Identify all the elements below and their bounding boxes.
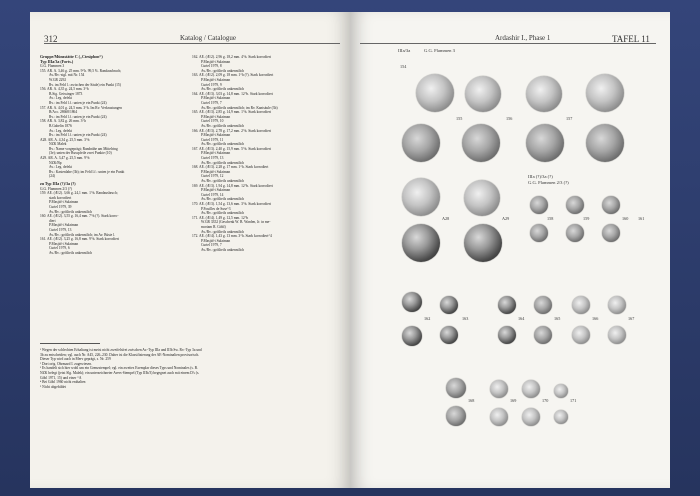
right-page	[350, 12, 670, 488]
coin-number-label: 165	[554, 316, 561, 321]
catalogue-line: P.Masjid-i Sulaiman	[201, 188, 231, 193]
coin-170-reverse	[522, 408, 540, 426]
coin-A28-reverse	[402, 224, 440, 262]
catalogue-line: Curiel 1979, 12	[201, 174, 224, 179]
coin-159-obverse	[566, 196, 584, 214]
catalogue-line: 158. AR. A. 3,82 g. 26 mm. 3^h	[40, 119, 86, 124]
catalogue-line: Av./Rv.: größteils unkenntlich	[201, 211, 244, 216]
footnote-line: ³ Es handelt sich hier wohl um ein Grenzstempel; vgl. ein zweites Exemplar dieses Typs und Nominales (s. B.	[40, 366, 198, 371]
coin-155-obverse	[465, 76, 501, 112]
catalogue-line: P.Masjid-i Sulaiman	[201, 114, 231, 119]
catalogue-line: P.Masjid-i Sulaiman	[49, 241, 79, 246]
group1-flammen: G.G. Flammen 3	[424, 48, 455, 53]
catalogue-line: P.Fouilles de Suse^3	[201, 206, 231, 211]
coin-166-obverse	[572, 296, 590, 314]
catalogue-line: Av./Rv.: größteils unkenntlich	[201, 179, 244, 184]
coin-162-obverse	[402, 292, 422, 312]
coin-162-reverse	[402, 326, 422, 346]
coin-157-obverse	[586, 74, 624, 112]
coin-167-reverse	[608, 326, 626, 344]
catalogue-line: 172. AE. (Æ/4). 1,43 g. 13 mm. 3^h. Stark korrodiert^4	[192, 234, 272, 239]
coin-166-reverse	[572, 326, 590, 344]
coin-A29-obverse	[464, 180, 500, 216]
coin-A29-reverse	[464, 224, 502, 262]
catalogue-line: Curiel 1979, 14	[201, 192, 224, 197]
coin-163-reverse	[440, 326, 458, 344]
coin-number-label: 156	[506, 116, 513, 121]
footnote-line: ¹ Wegen der schlechten Erhaltung ist meist nicht zweifelsfrei zwischen Av.-Typ IIIa und IIIb Sw. Rv.-Typ 3a und	[40, 348, 202, 352]
catalogue-line: 166. AE. (Æ/3). 2,78 g. 17,2 mm. 2^h. Stark korrodiert	[192, 128, 272, 133]
coin-168-obverse	[446, 378, 466, 398]
catalogue-line: Curiel 1979, 13	[201, 156, 224, 161]
catalogue-line: Av.: Leg. defekt	[49, 128, 73, 133]
coin-167-obverse	[608, 296, 626, 314]
plate-header-rule	[360, 43, 656, 44]
catalogue-column-2	[192, 55, 340, 253]
catalogue-line: W.GR 2292	[49, 77, 67, 82]
catalogue-line: 171. AE. (Æ/4). 1,49 g. 12,5 mm. 12^h	[192, 215, 249, 220]
catalogue-line: Av./Rv.: größteils unkenntlich	[201, 160, 244, 165]
catalogue-line: P.Masjid-i Sulaiman	[201, 96, 231, 101]
coin-154-reverse	[402, 124, 440, 162]
coin-163-obverse	[440, 296, 458, 314]
coin-number-label: 157	[566, 116, 573, 121]
catalogue-line: 162. AE. (Æ/2). 2,96 g. 18,2 mm. 4^h. Stark korrodiert	[192, 55, 272, 59]
catalogue-line: P.Masjid-i Sulaiman	[201, 169, 231, 174]
catalogue-line: diert	[49, 218, 56, 223]
catalogue-line: 169. AE. (Æ/3). 1,94 g. 14,8 mm. 12^h. Stark korrodiert	[192, 183, 273, 188]
catalogue-line: (3e); unten der Busspfeile zwei Punkte (10)	[49, 151, 112, 156]
catalogue-column-1	[40, 55, 185, 256]
footnote-line: 3b zu entscheiden; vgl. auch Nr. A45, 226–230. Daher ist die Klassifizierung der AE-Nominalien provisorisch.	[40, 352, 200, 357]
coin-number-label: 169	[510, 398, 517, 403]
page-number: 312	[44, 34, 58, 44]
coin-number-label: 167	[628, 316, 635, 321]
catalogue-line: Curiel 1979, 9	[201, 82, 222, 87]
coin-170-obverse	[522, 380, 540, 398]
catalogue-line: 165. AE. (Æ/3). 2,85 g. 14,9 mm. 1^h. Stark korrodiert	[192, 110, 272, 115]
coin-158-obverse	[530, 196, 548, 214]
catalogue-line: Curiel 1979, 7	[201, 100, 222, 105]
coin-A28-obverse	[402, 178, 440, 216]
coin-number-label: A29	[502, 216, 510, 221]
catalogue-line: P.Masjid-i Sulaiman	[49, 223, 79, 228]
catalogue-line: NZK Malek	[49, 142, 67, 147]
coin-164-obverse	[498, 296, 516, 314]
catalogue-line: Av.: Leg. defekt	[49, 96, 73, 101]
catalogue-line: B/Acc. 28668/1864	[49, 110, 78, 115]
catalogue-line: A29. AR. A. 3,47 g. 25,5 mm. 9^h	[40, 156, 90, 161]
catalogue-line: Typ IIIa/3a (Forts.)	[40, 59, 74, 64]
coin-165-reverse	[534, 326, 552, 344]
coin-169-obverse	[490, 380, 508, 398]
catalogue-line: Rv.: im Feld l.f.: unten je ein Punkt (24)	[49, 114, 107, 119]
catalogue-line: Av./Rv.: größteils unkenntlich	[49, 209, 92, 214]
footnote-line: Dieser Typ wird auch in Merv geprägt, s. Nr. 259	[40, 357, 111, 362]
catalogue-line: Av./Rv.: größteils unkenntlich	[201, 229, 244, 234]
footnote-line: ⁵ Nicht abgebildet	[40, 384, 67, 389]
catalogue-line: 160. AE. (Æ/2). 3,55 g. 16,4 mm. 7^h (?). Stark korro-	[40, 214, 119, 219]
catalogue-line: Rv.: Kastenlabe (3b); im Feld l.f.: unten je ein Punkt	[49, 169, 125, 174]
catalogue-line: Curiel 1979, 10	[201, 119, 224, 124]
plate-running-head: Ardashir I., Phase 1	[495, 34, 551, 42]
footnote-line: ⁴ Bei Göbl 1960 nicht enthalten	[40, 380, 86, 385]
coin-number-label: 168	[468, 398, 475, 403]
catalogue-line: Av./Rv.: größteils unkenntlich	[201, 142, 244, 147]
catalogue-line: Av./Rv.: größteils unkenntlich	[201, 247, 244, 252]
footnote-rule	[40, 343, 100, 344]
coin-number-label: 164	[518, 316, 525, 321]
catalogue-line: 157. AR. A. 4,01 g. 24,5 mm. 3^h. Im Rv. Verkrustungen	[40, 105, 122, 110]
catalogue-line: Av.: Leg. defekt	[49, 165, 73, 170]
catalogue-line: Av./Rv.: größteils unkenntlich	[201, 197, 244, 202]
coin-number-label: 158	[547, 216, 554, 221]
catalogue-line: Av./Rv.: größteils unkenntlich	[49, 250, 92, 255]
catalogue-line: G.G. Flammen 2/3 (?)	[40, 186, 72, 191]
catalogue-line: Av./Rv.: größteils unkenntlich	[201, 123, 244, 128]
coin-169-reverse	[490, 408, 508, 426]
catalogue-line: P.Masjid-i Sulaiman	[201, 151, 231, 156]
coin-number-label: 155	[456, 116, 463, 121]
coin-154-obverse	[416, 74, 454, 112]
catalogue-line: 167. AE. (Æ/3). 2,40 g. 15,9 mm. 5^h. Stark korrodiert	[192, 146, 272, 151]
catalogue-line: P.Masjid-i Sulaiman	[201, 238, 231, 243]
coin-164-reverse	[498, 326, 516, 344]
catalogue-line: 161. AE. (Æ/2). 3,25 g. 16,8 mm. 9^h. Stark korrodiert	[40, 237, 120, 242]
catalogue-line: Curiel 1979, 7	[201, 243, 222, 248]
catalogue-line: 159. AE. (Æ/2). 3,66 g. 24,1 mm. 1^h. Randausbruch;	[40, 191, 118, 196]
coin-160-reverse	[602, 224, 620, 242]
catalogue-line: 170. AE. (Æ/3). 1,54 g. 13,6 mm. 3^h. Stark korrodiert	[192, 202, 272, 206]
coin-156-obverse	[526, 76, 562, 112]
catalogue-line: Av./Rv.: größteils unkenntlich; im Av. Büste l.	[49, 232, 116, 237]
catalogue-line: G.G. Flammen 3	[40, 64, 65, 69]
catalogue-line: NZK/Bp	[49, 160, 62, 165]
catalogue-line: W.GR 3352 (Geschenk W. B. Warden, Jr. in me-	[201, 220, 271, 225]
group2-flammen: G.G. Flammen 2/3 (?)	[528, 180, 569, 185]
footnotes	[40, 348, 330, 389]
coin-number-label: 160	[622, 216, 629, 221]
coin-157-reverse	[586, 124, 624, 162]
catalogue-line: B.Sig. Geissinger 1873	[49, 91, 83, 96]
footnote-line: ² Dort orig. Ohrmazd I. zugewiesen.	[40, 361, 92, 366]
running-head: Katalog / Catalogue	[180, 34, 236, 42]
coin-number-label: 166	[592, 316, 599, 321]
footnote-line: NZK belegt (jetzt Slg. Malek); ein unterzeichneter Avers-Stempel (Typ IIIb/3) begegnet auch mit einem D's (s.	[40, 370, 200, 375]
coin-number-label: A28	[442, 216, 450, 221]
coin-number-label: 171	[570, 398, 577, 403]
catalogue-line: Rv. im Feld l.: zwischen der Säule) ein Punkt (15)	[49, 82, 121, 87]
catalogue-line: (24)	[49, 174, 55, 179]
footnote-line: Göbl 1971, 15) und einer ^A	[40, 375, 82, 380]
catalogue-line: P.Masjid-i Sulaiman	[201, 59, 231, 64]
catalogue-line: Rv.: im Feld l.f.: unten je ein Punkt (24)	[49, 100, 107, 105]
header-rule	[44, 43, 340, 44]
catalogue-line: Curiel 1979, 11	[201, 137, 224, 142]
coin-158-reverse	[530, 224, 548, 242]
catalogue-line: P.Masjid-i Sulaiman	[201, 133, 231, 138]
coin-number-label: 161	[638, 216, 645, 221]
catalogue-line: Curiel 1979, 39	[49, 205, 72, 209]
coin-number-label: 163	[462, 316, 469, 321]
coin-156-reverse	[526, 124, 564, 162]
catalogue-line: P.Masjid-i Sulaiman	[49, 200, 79, 205]
catalogue-line: Curiel 1979, 6	[49, 246, 70, 251]
catalogue-line: Av./Rv.-stgl. mit Nr. 154	[49, 73, 85, 78]
group1-label: IIIa/3a	[398, 48, 411, 53]
catalogue-line: Av./Rv.: größteils unkenntlich	[201, 68, 244, 73]
catalogue-line: Curiel 1979, 13	[49, 227, 72, 232]
coin-171-reverse	[554, 410, 568, 424]
coin-number-label: 170	[542, 398, 549, 403]
catalogue-line: 156. AR. A. 4,35 g. 24,5 mm. 3^h	[40, 87, 89, 92]
catalogue-line: P.Masjid-i Sulaiman	[201, 77, 231, 82]
catalogue-line: Rv.: Name vorgeprägt; Randnähe am Mittelring	[49, 146, 118, 151]
coin-160-obverse	[602, 196, 620, 214]
plate-label: TAFEL 11	[612, 34, 650, 44]
coin-number-label: 154	[400, 64, 407, 69]
catalogue-line: 155. AR. A. 3,46 g. 25 mm. 9^h. 99,5 %. Randausbruch;	[40, 68, 122, 73]
catalogue-line: 164. AE. (Æ/3). 3,03 g. 14,8 mm. 12^h. Stark korrodiert	[192, 91, 273, 96]
catalogue-line: A28. AR. A. 4,34 g. 25,5 mm. 3^h	[40, 137, 90, 142]
left-page	[30, 12, 350, 488]
coin-171-obverse	[554, 384, 568, 398]
catalogue-line: B.Gabelin 1876	[49, 123, 72, 128]
catalogue-line: zu Typ IIIa (?)/3a (?)	[40, 182, 76, 187]
catalogue-line: 168. AE. (Æ/3). 2,28 g. 17 mm. 1^h. Stark korrodiert	[192, 165, 269, 170]
catalogue-line: stark korrodiert	[49, 195, 72, 200]
catalogue-line: Curiel 1979, 8	[201, 64, 222, 69]
catalogue-line: Av./Rv.: größteils unkenntlich; im Rv. Kantsäule (3b)	[201, 105, 278, 110]
coin-number-label: 162	[424, 316, 431, 321]
coin-155-reverse	[462, 124, 500, 162]
group2-label: IIIa (?)/3a (?)	[528, 174, 553, 179]
catalogue-line: moriam R. Göbl)	[201, 224, 226, 229]
catalogue-line: Gruppe/Münzstätte C („Ctesiphon“)	[40, 55, 103, 59]
catalogue-line: Rv.: im Feld l.f.: unten je ein Punkt (24)	[49, 133, 107, 138]
coin-165-obverse	[534, 296, 552, 314]
coin-159-reverse	[566, 224, 584, 242]
catalogue-line: Av./Rv.: größteils unkenntlich	[201, 87, 244, 92]
coin-number-label: 159	[583, 216, 590, 221]
catalogue-line: 163. AE. (Æ/2). 2,09 g. 18 mm. 1^h (?). Stark korrodiert	[192, 73, 274, 78]
coin-168-reverse	[446, 406, 466, 426]
